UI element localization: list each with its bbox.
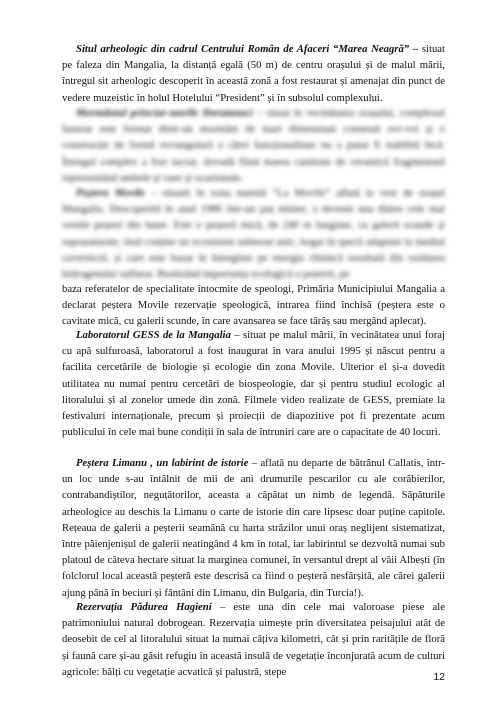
paragraph-text: – situat pe malul mării, în vecinătatea unui foraj cu apă sulfuroasă, laboratorul a fost inaugurat în vara anului 1995 și născut pentru a facilita cercetările de biologie și ecologie din zona Movile. Ulterior el și-a dovedit utilitatea nu numai pentru cercetări de biospeologie, dar și pentru studiul ecologic al litoralului și al zonelor umede din zonă. Filmele video realizate de GESS, premiate la festivalurí internaționale, precum și proiecții de diapozitive pot fi prezentate acum publicului în cele mai bune condiții în sala de întruniri care are o capacitate de 40 locuri. — [62, 329, 446, 439]
paragraph-mormantul-princiar — [62, 105, 445, 186]
paragraph-title: Peștera Movile — [76, 187, 145, 199]
paragraph-text: situat pe faleza din Mangalia, la distanță egală (50 m) de centru orașului și de malul mării, întregul sit arheologic descoperit în această zonă a fost restaurat și amenajat din punct de vedere muzeistic în holul Hotelului “President” și în subsolul complexului. — [62, 43, 446, 104]
paragraph-padurea-hagieni — [62, 599, 445, 680]
page-number: 12 — [433, 671, 445, 683]
paragraph-title: Mormântul princiar-morile Dorumnaci — [76, 107, 253, 119]
paragraph-title: Rezervația Pădurea Hagieni — [76, 601, 212, 613]
paragraph-pestera-limanu — [62, 455, 445, 601]
paragraph-text: – aflată nu departe de bătrânul Callatis, într-un loc unde s-au întâlnit de mii de ani drumurile pescarilor cu ale corăbierilor, contrabandiștilor, neguțătorilor, aceasta a căpătat un nimb de legendă. Săpăturile arheologice au deschis la Limanu o carte de istorie din care lipsesc doar puține capitole. Rețeaua de galerii a peșterii seamănă cu harta străzilor unui oraș neglijent sistematizat, între păienjenișul de galerii neatingând 4 km în total, iar labirintul se dezvoltă numai sub platoul de câteva hectare situat la marginea comunei, în versantul drept al văii Albești (în folclorul local această peșteră este descrisă ca fiind o peșteră nesfârșită, ale cărei galerii ajung până în beciuri și fântâni din Limanu, din Bulgaria, din Turcia!). — [62, 457, 445, 599]
paragraph-text: – situată în zona numită “La Movile” aflată la vest de orașul Mangalia. Descoperită în anul 1986 într-un puț minier, a devenit una dintre cele mai vestite peșteri din lume. Este o peșteră mică, de 240 m lungime, cu galerii scunde și suprasaturate, însă conține un ecosistem subteran unic, bogat în specii adaptate la mediul cavernicol, și care este bazat în întregime pe energia chimică rezultată din oxidarea hidrogenului sulfurat. Realizând importanța ecologică a peșterii, pe — [62, 187, 445, 281]
paragraph-laboratorul-gess — [62, 327, 445, 440]
paragraph-text: baza referatelor de specialitate întocmite de speologi, Primăria Municipiului Mangalia a declarat peștera Movile rezervație speologică, intrarea fiind închisă (peștera este o cavitate mică, cu galerii scunde, în care avansarea se face târâș sau mergând aplecat). — [62, 283, 445, 328]
paragraph-pestera-movile — [62, 185, 445, 282]
paragraph-title: Laboratorul GESS de la Mangalia — [76, 329, 231, 341]
paragraph-text: – situat în vecinătatea orașului, complexul funerar este format dintr-un mormânt de mari dimensiuni construit ovr-voi și o construcție de formă rectangulară a cărei funcționalitate nu a putut fi stabilită încă. Întregul complex a fost lucrat, dovadă fiind marea cantitate de ceramică fragmentară reprezentând ambele și vase și ocazionale. — [62, 107, 445, 184]
paragraph-title: Peștera Limanu , un labirint de istorie — [76, 457, 249, 469]
paragraph-situl-arheologic — [62, 41, 445, 106]
paragraph-pestera-movile-continued — [62, 281, 445, 330]
paragraph-text: – este una din cele mai valoroase piese ale patrimoniului natural dobrogean. Rezervația uimește prin diversitatea peisajului atât de deosebit de cel al litoralului situat la numai câțiva kilometri, cât și prin raritățile de floră și faună care și-au găsit refugiu în această insulă de vegetație înconjurată acum de culturi agricole: bălți cu vegetație acvatică și palustră, stepe — [62, 601, 446, 678]
paragraph-title: Situl arheologic din cadrul Centrului Român de Afaceri “Marea Neagră” – — [76, 43, 419, 55]
